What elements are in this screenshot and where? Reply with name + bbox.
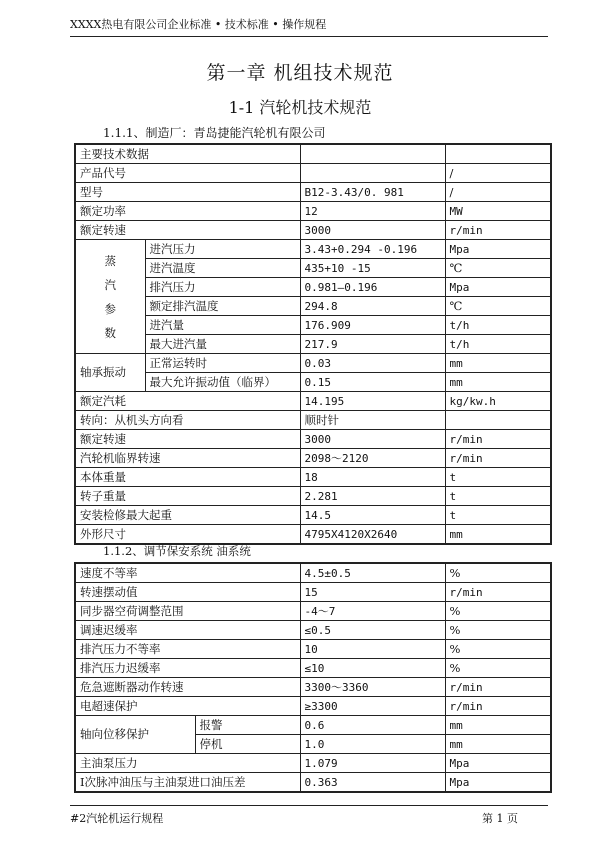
- table-row: 转子重量 2.281 t: [75, 487, 551, 506]
- table-row: I次脉冲油压与主油泵进口油压差 0.363 Mpa: [75, 773, 551, 793]
- table-row: 危急遮断器动作转速 3300～3360 r/min: [75, 678, 551, 697]
- table-row: 进汽量 176.909 t/h: [75, 316, 551, 335]
- table-head-label: 主要技术数据: [75, 144, 300, 164]
- table-row: 电超速保护 ≥3300 r/min: [75, 697, 551, 716]
- table-row: 最大允许振动值（临界） 0.15 mm: [75, 373, 551, 392]
- page-footer: [70, 805, 548, 826]
- table-row: 外形尺寸 4795X4120X2640 mm: [75, 525, 551, 545]
- axial-displacement-label: 轴向位移保护: [75, 716, 195, 754]
- chapter-title: 第一章 机组技术规范: [206, 62, 394, 84]
- table-row: 额定排汽温度 294.8 ℃: [75, 297, 551, 316]
- table-row: 额定功率 12 MW: [75, 202, 551, 221]
- table-row: 最大进汽量 217.9 t/h: [75, 335, 551, 354]
- page-header: XXXX热电有限公司企业标准 • 技术标准 • 操作规程: [70, 16, 548, 37]
- governing-oil-table: [74, 562, 552, 793]
- table-row: 排汽压力迟缓率 ≤10 %: [75, 659, 551, 678]
- table-row: 型号 B12-3.43/0. 981 /: [75, 183, 551, 202]
- page-number: 第 1 页: [482, 812, 518, 825]
- table-row: 同步器空荷调整范围 -4～7 %: [75, 602, 551, 621]
- table-row: 额定转速 3000 r/min: [75, 221, 551, 240]
- steam-params-label: 蒸 汽 参 数: [75, 240, 145, 354]
- table-row: 安装检修最大起重 14.5 t: [75, 506, 551, 525]
- table-row: [75, 144, 551, 164]
- manufacturer-line: 1.1.1、制造厂：青岛捷能汽轮机有限公司: [103, 126, 326, 140]
- table-row: 排汽压力 0.981—0.196 Mpa: [75, 278, 551, 297]
- table-row: 排汽压力不等率 10 %: [75, 640, 551, 659]
- bearing-vibration-label: 轴承振动: [75, 354, 145, 392]
- governing-system-heading: 1.1.2、调节保安系统 油系统: [103, 544, 251, 558]
- table-row: 调速迟缓率 ≤0.5 %: [75, 621, 551, 640]
- table-row: 转向：从机头方向看 顺时针: [75, 411, 551, 430]
- table-row: 蒸 汽 参 数 进汽压力 3.43+0.294 -0.196 Mpa: [75, 240, 551, 259]
- table-row: 额定汽耗 14.195 kg/kw.h: [75, 392, 551, 411]
- table-row: 汽轮机临界转速 2098～2120 r/min: [75, 449, 551, 468]
- table-row: 转速摆动值 15 r/min: [75, 583, 551, 602]
- table-row: 本体重量 18 t: [75, 468, 551, 487]
- footer-doc-name: #2汽轮机运行规程: [70, 812, 164, 825]
- table-row: 速度不等率 4.5±0.5 %: [75, 563, 551, 583]
- section-title: 1-1 汽轮机技术规范: [228, 98, 372, 117]
- table-row: 轴向位移保护 报警 0.6 mm: [75, 716, 551, 735]
- turbine-spec-table: [74, 143, 552, 545]
- table-row: 轴承振动 正常运转时 0.03 mm: [75, 354, 551, 373]
- table-row: 停机 1.0 mm: [75, 735, 551, 754]
- table-row: 进汽温度 435+10 -15 ℃: [75, 259, 551, 278]
- table-row: 产品代号 /: [75, 164, 551, 183]
- table-row: 额定转速 3000 r/min: [75, 430, 551, 449]
- table-row: 主油泵压力 1.079 Mpa: [75, 754, 551, 773]
